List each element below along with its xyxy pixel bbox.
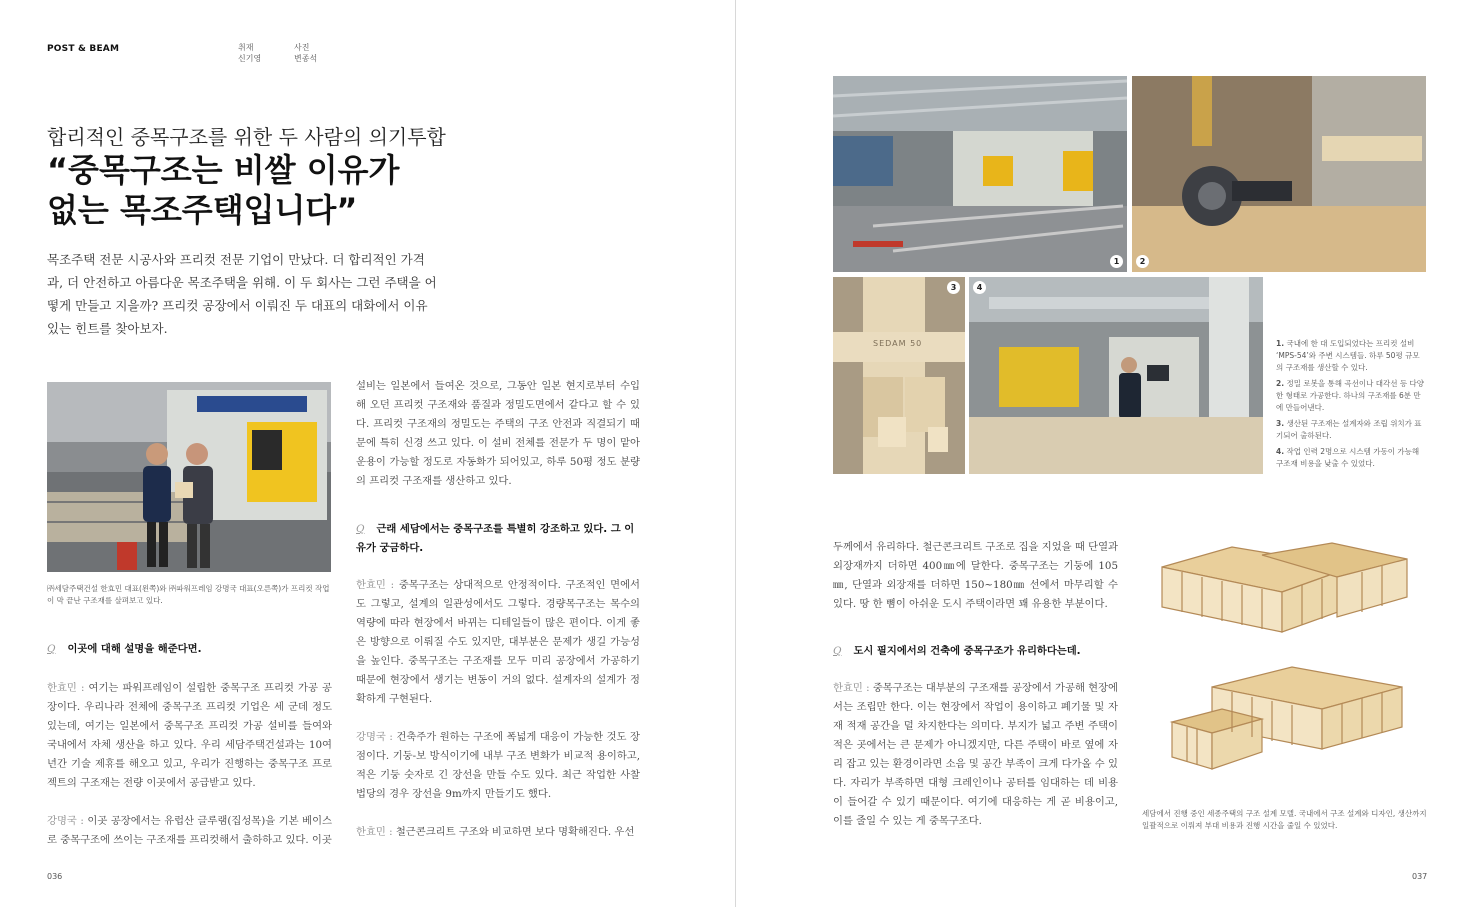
answer-2 [47, 812, 332, 850]
answer-5-text: 철근콘크리트 구조와 비교하면 보다 명확해진다. 우선 [395, 826, 635, 838]
q-mark: Q [356, 523, 365, 535]
answer-1 [47, 679, 332, 793]
photo-badge-3: 3 [947, 281, 960, 294]
photo-badge-4: 4 [973, 281, 986, 294]
photo-captions [1276, 338, 1426, 470]
answer-3-text: 중목구조는 상대적으로 안정적이다. 구조적인 면에서도 그렇고, 설계의 일관성에서도 그렇다. 경량목구조는 목수의 역량에 따라 현장에서 바뀌는 디테일들이 많은 편이다. 이게 좋은 방향으로 이뤄질 수도 있지만, 대부분은 문제가 생길 가능성을 높인다. 중목구조는 구조재를 모두 미리 공장에서 가공하기 때문에 현장에서 생기는 변동이 거의 없다. 설계자의 설계가 정확하게 구현된다. [356, 579, 640, 705]
headline-line-2: 없는 목조주택입니다” [47, 191, 358, 229]
speaker-name: 강명국 : [356, 731, 397, 743]
model-caption: 세담에서 진행 중인 세종주택의 구조 설계 모델. 국내에서 구조 설계와 디자인, 생산까지 일괄적으로 이뤄져 부대 비용과 진행 시간을 줄일 수 있었다. [1142, 809, 1427, 830]
speaker-name: 한효민 : [356, 579, 399, 591]
structure-model-illustration [1152, 537, 1427, 802]
question-2-text: 근래 세담에서는 중목구조를 특별히 강조하고 있다. 그 이유가 궁금하다. [356, 523, 635, 554]
article-headline [47, 150, 467, 230]
caption-text: 정밀 로봇을 통해 곡선이나 대각선 등 다양한 형태로 가공한다. 하나의 구조재를 6분 만에 만들어낸다. [1276, 379, 1424, 412]
lead-paragraph: 목조주택 전문 시공사와 프리컷 전문 기업이 만났다. 더 합리적인 가격과, 더 안전하고 아름다운 목조주택을 위해. 이 두 회사는 그런 주택을 어떻게 만들고 지을까? 프리컷 공장에서 이뤄진 두 대표의 대화에서 이유 있는 힌트를 찾아보자. [47, 252, 437, 336]
page-number-left: 036 [47, 872, 63, 881]
photo-caption-2 [1276, 378, 1426, 414]
paragraph-equipment: 설비는 일본에서 들여온 것으로, 그동안 일본 현지로부터 수입해 오던 프리컷 구조재와 품질과 정밀도면에서 같다고 할 수 있다. 프리컷 구조재의 정밀도는 주택의 구조 안전과 직결되기 때문에 특히 신경 쓰고 있다. 이 설비 전체를 전문가 두 명이 맡아 운용이 가능할 정도로 자동화가 되어있고, 하루 50평 정도 분량의 프리컷 구조재를 생산하고 있다. [356, 380, 640, 487]
factory-photo-1 [833, 76, 1127, 272]
factory-photo-2 [1132, 76, 1426, 272]
column-3 [833, 538, 1118, 831]
answer-1-text: 여기는 파워프레임이 설립한 중목구조 프리컷 가공 공장이다. 우리나라 전체에 중목구조 프리컷 기업은 세 군데 정도 있는데, 여기는 일본에서 중목구조 프리컷 가공 설비를 들여와 국내에서 자체 생산을 하고 있다. 우리 세담주택건설과는 10여 년간 기술 제휴를 해오고 있고, 우리가 진행하는 중목구조 프로젝트의 구조재는 전량 이곳에서 공급받고 있다. [47, 682, 333, 789]
caption-number: 4. [1276, 447, 1285, 456]
question-2 [356, 520, 640, 558]
headline-line-1: “중목구조는 비쌀 이유가 [47, 151, 400, 189]
photo-badge-2: 2 [1136, 255, 1149, 268]
page-number-right: 037 [1412, 872, 1428, 881]
q-mark: Q [47, 643, 56, 655]
question-1-text: 이곳에 대해 설명을 해준다면. [67, 643, 202, 655]
question-3 [833, 642, 1118, 661]
credit-name: 신기영 [238, 54, 262, 63]
credit-photographer [294, 42, 317, 64]
factory-photo-4 [969, 277, 1263, 474]
interview-photo [47, 382, 331, 572]
photo-caption-4 [1276, 446, 1426, 470]
column-1 [47, 640, 332, 850]
paragraph-thickness: 두께에서 유리하다. 철근콘크리트 구조로 집을 지었을 때 단열과 외장재까지 더하면 400㎜에 달한다. 중목구조는 기둥에 105㎜, 단열과 외장재를 더하면 150~180㎜ 선에서 마무리할 수 있다. 땅 한 뼘이 아쉬운 도시 주택이라면 꽤 유용한 부분이다. [833, 541, 1118, 610]
answer-5 [356, 823, 640, 842]
answer-4 [356, 728, 640, 804]
question-1 [47, 640, 332, 659]
section-label: POST & BEAM [47, 44, 120, 54]
caption-number: 3. [1276, 419, 1285, 428]
caption-text: 국내에 한 대 도입되었다는 프리컷 설비 ‘MPS-54’와 주변 시스템들. 하루 50평 규모의 구조재를 생산할 수 있다. [1276, 339, 1420, 372]
caption-text: 생산된 구조재는 설계자와 조립 위치가 표기되어 출하된다. [1276, 419, 1422, 440]
answer-2-text: 이곳 공장에서는 유럽산 글루램(집성목)을 기본 베이스로 중목구조에 쓰이는 구조재를 프리컷해서 출하하고 있다. 이곳 [47, 815, 332, 846]
speaker-name: 한효민 : [47, 682, 89, 694]
photo-badge-1: 1 [1110, 255, 1123, 268]
interview-photo-caption: ㈜세담주택건설 한효민 대표(왼쪽)와 ㈜파워프레임 강명국 대표(오른쪽)가 프리컷 작업이 막 끝난 구조재를 살펴보고 있다. [47, 584, 330, 605]
q-mark: Q [833, 645, 842, 657]
answer-6-text: 중목구조는 대부분의 구조재를 공장에서 가공해 현장에서는 조립만 한다. 이는 현장에서 작업이 용이하고 폐기물 및 자재 적재 공간을 덜 차지한다는 의미다. 부지가 넓고 주변 주택이 적은 곳에서는 큰 문제가 아니겠지만, 다른 주택이 바로 옆에 자리 잡고 있는 환경이라면 소음 및 공간 부족이 크게 다가올 수 있다. 자리가 부족하면 대형 크레인이나 공터를 임대하는 데 비용이 들어갈 수 있기 때문이다. 여기에 대응하는 게 곧 비용이고, 이를 줄일 수 있는 게 중목구조다. [833, 682, 1118, 827]
column-2 [356, 377, 640, 842]
speaker-name: 강명국 : [47, 815, 88, 827]
credit-role: 취재 [238, 43, 254, 52]
caption-text: 작업 인력 2명으로 시스템 가동이 가능해 구조재 비용을 낮출 수 있었다. [1276, 447, 1420, 468]
question-3-text: 도시 필지에서의 건축에 중목구조가 유리하다는데. [853, 645, 1081, 657]
credit-name: 변종석 [294, 54, 318, 63]
timber-photo-3 [833, 277, 965, 474]
article-subtitle: 합리적인 중목구조를 위한 두 사람의 의기투합 [47, 125, 446, 149]
answer-6 [833, 679, 1118, 831]
credit-reporter [238, 42, 261, 64]
answer-4-text: 건축주가 원하는 구조에 폭넓게 대응이 가능한 것도 장점이다. 기둥-보 방식이기에 내부 구조 변화가 비교적 용이하고, 적은 기둥 숫자로 긴 장선을 만들 수도 있다. 최근 작업한 사찰 법당의 경우 장선을 9m까지 만들기도 했다. [356, 731, 640, 800]
caption-number: 2. [1276, 379, 1285, 388]
credit-role: 사진 [294, 43, 310, 52]
timber-stamp: SEDAM 50 [873, 339, 923, 348]
photo-caption-3 [1276, 418, 1426, 442]
speaker-name: 한효민 : [833, 682, 873, 694]
page-fold [735, 0, 736, 907]
speaker-name: 한효민 : [356, 826, 396, 838]
caption-number: 1. [1276, 339, 1285, 348]
photo-caption-1 [1276, 338, 1426, 374]
answer-3 [356, 576, 640, 709]
